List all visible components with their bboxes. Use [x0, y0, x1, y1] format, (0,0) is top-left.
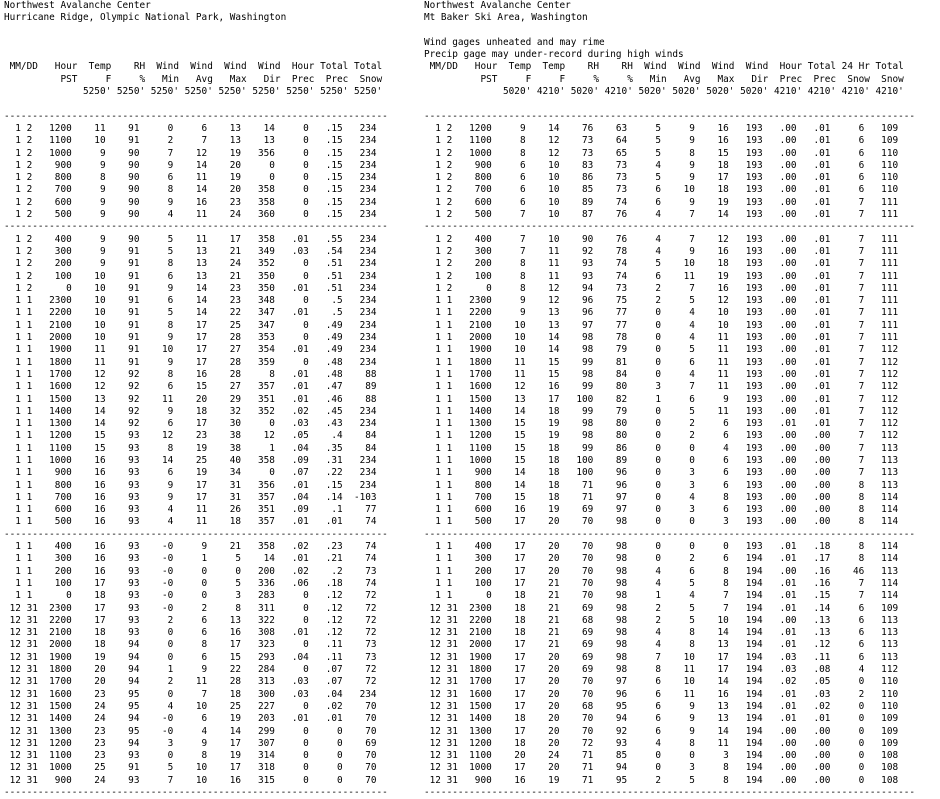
- table-row: 12 31 1100 23 93 0 8 19 314 0 0 70: [4, 750, 377, 762]
- table-row: 1 2 100 10 91 6 13 21 350 0 .51 234: [4, 270, 377, 282]
- table-row: 1 1 2200 9 13 96 77 0 4 10 193 .00 .01 7 111: [424, 307, 899, 319]
- table-row: 1 1 800 16 93 9 17 31 356 .01 .15 234: [4, 479, 377, 491]
- table-row: 12 31 1600 17 20 70 96 6 11 16 194 .01 .03 2 110: [424, 688, 899, 700]
- table-row: 12 31 1200 23 94 3 9 17 307 0 0 69: [4, 737, 377, 749]
- table-row: 1 2 500 7 10 87 76 4 7 14 193 .00 .01 7 111: [424, 209, 899, 221]
- left-location: Hurricane Ridge, Olympic National Park, Washington: [4, 12, 287, 24]
- table-row: 1 1 1600 12 92 6 15 27 357 .01 .47 89: [4, 381, 377, 393]
- table-row: 1 2 800 6 10 86 73 5 9 17 193 .00 .01 6 110: [424, 172, 899, 184]
- table-row: 1 1 1400 14 92 9 18 32 352 .02 .45 234: [4, 405, 377, 417]
- table-row: 1 2 1100 10 91 2 7 13 13 0 .15 234: [4, 135, 377, 147]
- table-row: 1 1 1400 14 18 99 79 0 5 11 193 .00 .01 7 112: [424, 405, 899, 417]
- table-row: 1 1 800 14 18 71 96 0 3 6 193 .00 .00 8 113: [424, 479, 899, 491]
- table-row: 1 1 300 17 20 70 98 0 2 6 194 .01 .17 8 114: [424, 553, 899, 565]
- table-row: 12 31 900 16 19 71 95 2 5 8 194 .00 .00 0 108: [424, 774, 899, 786]
- left-title: Northwest Avalanche Center: [4, 0, 151, 11]
- table-row: 1 1 1600 12 16 99 80 3 7 11 193 .00 .01 7 112: [424, 381, 899, 393]
- table-row: 1 1 1000 15 18 100 89 0 0 6 193 .00 .00 7 113: [424, 454, 899, 466]
- table-row: 1 1 400 17 20 70 98 0 0 0 193 .01 .18 8 114: [424, 541, 899, 553]
- table-row: 12 31 1400 24 94 -0 6 19 203 .01 .01 70: [4, 713, 377, 725]
- table-row: 1 2 900 9 90 9 14 20 0 0 .15 234: [4, 159, 377, 171]
- left-header-row2: PST F % Min Avg Max Dir Prec Prec Snow: [4, 73, 383, 85]
- table-row: 1 2 1000 9 90 7 12 19 356 0 .15 234: [4, 147, 377, 159]
- table-row: 12 31 1500 17 20 68 95 6 9 13 194 .01 .02 0 110: [424, 700, 899, 712]
- table-row: 12 31 2200 17 93 2 6 13 322 0 .12 72: [4, 614, 377, 626]
- table-row: 1 2 200 9 91 8 13 24 352 0 .51 234: [4, 258, 377, 270]
- table-row: 1 1 0 18 93 -0 0 3 283 0 .12 72: [4, 590, 377, 602]
- right-note-2: Precip gage may under-record during high winds: [424, 49, 684, 61]
- table-row: 12 31 2300 18 21 69 98 2 5 7 194 .01 .14 6 109: [424, 602, 899, 614]
- table-row: 12 31 1200 18 20 72 93 4 8 11 194 .00 .00 0 109: [424, 737, 899, 749]
- table-row: 1 1 700 16 93 9 17 31 357 .04 .14 -103: [4, 491, 377, 503]
- mt-baker-report: [424, 0, 915, 799]
- table-row: 1 1 1500 13 92 11 20 29 351 .01 .46 88: [4, 393, 377, 405]
- right-note-1: Wind gages unheated and may rime: [424, 36, 605, 48]
- right-divider: ---------------------------------------------------------------------------------------: [424, 528, 916, 540]
- table-row: 12 31 1700 20 94 2 11 28 313 .03 .07 72: [4, 676, 377, 688]
- table-row: 1 1 900 14 18 100 96 0 3 6 193 .00 .00 7 113: [424, 467, 899, 479]
- table-row: 1 1 500 16 93 4 11 18 357 .01 .01 74: [4, 516, 377, 528]
- table-row: 12 31 1800 20 94 1 9 22 284 0 .07 72: [4, 664, 377, 676]
- hurricane-ridge-report: [4, 0, 388, 799]
- table-row: 1 2 500 9 90 4 11 24 360 0 .15 234: [4, 209, 377, 221]
- table-row: 1 2 0 10 91 9 14 23 350 .01 .51 234: [4, 282, 377, 294]
- table-row: 1 1 1100 15 18 99 86 0 0 4 193 .00 .00 7 113: [424, 442, 899, 454]
- table-row: 1 1 1200 15 93 12 23 38 12 .05 .4 84: [4, 430, 377, 442]
- right-divider: ---------------------------------------------------------------------------------------: [424, 787, 916, 798]
- table-row: 1 2 600 6 10 89 74 6 9 19 193 .00 .01 7 111: [424, 196, 899, 208]
- table-row: 1 2 1200 11 91 0 6 13 14 0 .15 234: [4, 122, 377, 134]
- table-row: 12 31 1600 23 95 0 7 18 300 .03 .04 234: [4, 688, 377, 700]
- table-row: 1 1 600 16 93 4 11 26 351 .09 .1 77: [4, 504, 377, 516]
- left-divider: --------------------------------------------------------------------: [4, 787, 388, 798]
- table-row: 1 1 400 16 93 -0 9 21 358 .02 .23 74: [4, 541, 377, 553]
- left-table-body: [4, 111, 388, 799]
- table-row: 1 1 0 18 21 70 98 1 4 7 194 .01 .15 7 114: [424, 590, 899, 602]
- table-row: 1 1 2100 10 91 8 17 25 347 0 .49 234: [4, 319, 377, 331]
- table-row: 12 31 2100 18 93 0 6 16 308 .01 .12 72: [4, 627, 377, 639]
- table-row: 12 31 1000 17 20 71 94 0 3 8 194 .00 .00 0 108: [424, 762, 899, 774]
- table-row: 12 31 2200 18 21 68 98 2 5 10 194 .00 .13 6 113: [424, 614, 899, 626]
- table-row: 1 1 1700 11 15 98 84 0 4 11 193 .00 .01 7 112: [424, 368, 899, 380]
- table-row: 1 1 200 17 20 70 98 4 6 8 194 .00 .16 46 113: [424, 565, 899, 577]
- table-row: 1 1 1200 15 19 98 80 0 2 6 193 .00 .00 7 112: [424, 430, 899, 442]
- table-row: 1 1 200 16 93 -0 0 0 200 .02 .2 73: [4, 565, 377, 577]
- left-divider: --------------------------------------------------------------------: [4, 110, 388, 122]
- table-row: 1 2 700 9 90 8 14 20 358 0 .15 234: [4, 184, 377, 196]
- table-row: 12 31 900 24 93 7 10 16 315 0 0 70: [4, 774, 377, 786]
- table-row: 12 31 1300 23 95 -0 4 14 299 0 0 70: [4, 725, 377, 737]
- table-row: 1 1 2000 10 91 9 17 28 353 0 .49 234: [4, 332, 377, 344]
- table-row: 1 2 0 8 12 94 73 2 7 16 193 .00 .01 7 111: [424, 282, 899, 294]
- table-row: 1 1 700 15 18 71 97 0 4 8 193 .00 .00 8 114: [424, 491, 899, 503]
- table-row: 1 1 2200 10 91 5 14 22 347 .01 .5 234: [4, 307, 377, 319]
- right-divider: ---------------------------------------------------------------------------------------: [424, 221, 916, 233]
- table-row: 1 2 400 7 10 90 76 4 7 12 193 .00 .01 7 111: [424, 233, 899, 245]
- left-divider: --------------------------------------------------------------------: [4, 221, 388, 233]
- left-header-row1: MM/DD Hour Temp RH Wind Wind Wind Wind Hour Total Total: [4, 61, 383, 73]
- table-row: 1 1 1000 16 93 14 25 40 358 .09 .31 234: [4, 454, 377, 466]
- table-row: 12 31 1800 17 20 69 98 8 11 17 194 .03 .08 4 112: [424, 664, 899, 676]
- table-row: 1 2 600 9 90 9 16 23 358 0 .15 234: [4, 196, 377, 208]
- table-row: 12 31 1300 17 20 70 92 6 9 14 194 .00 .00 0 109: [424, 725, 899, 737]
- table-row: 1 1 600 16 19 69 97 0 3 6 193 .00 .00 8 114: [424, 504, 899, 516]
- table-row: 12 31 1100 20 24 71 85 0 0 3 194 .00 .00 0 108: [424, 750, 899, 762]
- table-row: 1 2 1000 8 12 73 65 5 8 15 193 .00 .01 6 110: [424, 147, 899, 159]
- table-row: 1 1 1100 15 93 8 19 38 1 .04 .35 84: [4, 442, 377, 454]
- table-row: 12 31 2300 17 93 -0 2 8 311 0 .12 72: [4, 602, 377, 614]
- right-header-row3: 5020' 4210' 5020' 4210' 5020' 5020' 5020' 5020' 4210' 4210' 4210' 4210': [424, 86, 904, 98]
- right-divider: ---------------------------------------------------------------------------------------: [424, 110, 916, 122]
- right-header-row2: PST F F % % Min Avg Max Dir Prec Prec Snow Snow: [424, 73, 904, 85]
- table-row: 1 1 1900 11 91 10 17 27 354 .01 .49 234: [4, 344, 377, 356]
- table-row: 12 31 1400 18 20 70 94 6 9 13 194 .01 .01 0 109: [424, 713, 899, 725]
- table-row: 12 31 1000 25 91 5 10 17 318 0 0 70: [4, 762, 377, 774]
- table-row: 1 1 1300 15 19 98 80 0 2 6 193 .01 .01 7 112: [424, 418, 899, 430]
- table-row: 1 2 900 6 10 83 73 4 9 18 193 .00 .01 6 110: [424, 159, 899, 171]
- table-row: 1 1 1800 11 91 9 17 28 359 0 .48 234: [4, 356, 377, 368]
- left-header-row3: 5250' 5250' 5250' 5250' 5250' 5250' 5250' 5250' 5250': [4, 86, 383, 98]
- table-row: 1 2 100 8 11 93 74 6 11 19 193 .00 .01 7 111: [424, 270, 899, 282]
- table-row: 1 1 1700 12 92 8 16 28 8 .01 .48 88: [4, 368, 377, 380]
- table-row: 12 31 1900 17 20 69 98 7 10 17 194 .03 .11 6 113: [424, 651, 899, 663]
- table-row: 1 1 1900 10 14 98 79 0 5 11 193 .00 .01 7 112: [424, 344, 899, 356]
- left-divider: --------------------------------------------------------------------: [4, 528, 388, 540]
- table-row: 1 1 100 17 93 -0 0 5 336 .06 .18 74: [4, 577, 377, 589]
- table-row: 1 1 1300 14 92 6 17 30 0 .03 .43 234: [4, 418, 377, 430]
- table-row: 12 31 1500 24 95 4 10 25 227 0 .02 70: [4, 700, 377, 712]
- table-row: 12 31 2000 17 21 69 98 4 8 13 194 .01 .12 6 113: [424, 639, 899, 651]
- table-row: 12 31 1900 19 94 0 6 15 293 .04 .11 73: [4, 651, 377, 663]
- table-row: 1 1 300 16 93 -0 1 5 14 .01 .21 74: [4, 553, 377, 565]
- table-row: 1 1 100 17 21 70 98 4 5 8 194 .01 .16 7 114: [424, 577, 899, 589]
- table-row: 12 31 2000 18 94 0 8 17 323 0 .11 73: [4, 639, 377, 651]
- right-table-body: [424, 111, 915, 799]
- table-row: 1 1 2300 10 91 6 14 23 348 0 .5 234: [4, 295, 377, 307]
- table-row: 1 2 1200 9 14 76 63 5 9 16 193 .00 .01 6 109: [424, 122, 899, 134]
- table-row: 1 2 200 8 11 93 74 5 10 18 193 .00 .01 7 111: [424, 258, 899, 270]
- right-location: Mt Baker Ski Area, Washington: [424, 12, 588, 24]
- table-row: 12 31 1700 17 20 70 97 6 10 14 194 .02 .05 0 110: [424, 676, 899, 688]
- table-row: 1 2 1100 8 12 73 64 5 9 16 193 .00 .01 6 109: [424, 135, 899, 147]
- table-row: 1 2 400 9 90 5 11 17 358 .01 .55 234: [4, 233, 377, 245]
- table-row: 12 31 2100 18 21 69 98 4 8 14 194 .01 .13 6 113: [424, 627, 899, 639]
- right-header-row1: MM/DD Hour Temp Temp RH RH Wind Wind Wind Wind Hour Total 24 Hr Total: [424, 61, 904, 73]
- table-row: 1 1 1500 13 17 100 82 1 6 9 193 .00 .01 7 112: [424, 393, 899, 405]
- table-row: 1 1 2000 10 14 98 78 0 4 11 193 .00 .01 7 111: [424, 332, 899, 344]
- table-row: 1 1 500 17 20 70 98 0 0 3 193 .00 .00 8 114: [424, 516, 899, 528]
- table-row: 1 1 2100 10 13 97 77 0 4 10 193 .00 .01 7 111: [424, 319, 899, 331]
- table-row: 1 2 700 6 10 85 73 6 10 18 193 .00 .01 6 110: [424, 184, 899, 196]
- table-row: 1 2 800 8 90 6 11 19 0 0 .15 234: [4, 172, 377, 184]
- table-row: 1 1 900 16 93 6 19 34 0 .07 .22 234: [4, 467, 377, 479]
- table-row: 1 1 1800 11 15 99 81 0 6 11 193 .00 .01 7 112: [424, 356, 899, 368]
- table-row: 1 1 2300 9 12 96 75 2 5 12 193 .00 .01 7 111: [424, 295, 899, 307]
- right-title: Northwest Avalanche Center: [424, 0, 571, 11]
- table-row: 1 2 300 7 11 92 78 4 9 16 193 .00 .01 7 111: [424, 245, 899, 257]
- table-row: 1 2 300 9 91 5 13 21 349 .03 .54 234: [4, 245, 377, 257]
